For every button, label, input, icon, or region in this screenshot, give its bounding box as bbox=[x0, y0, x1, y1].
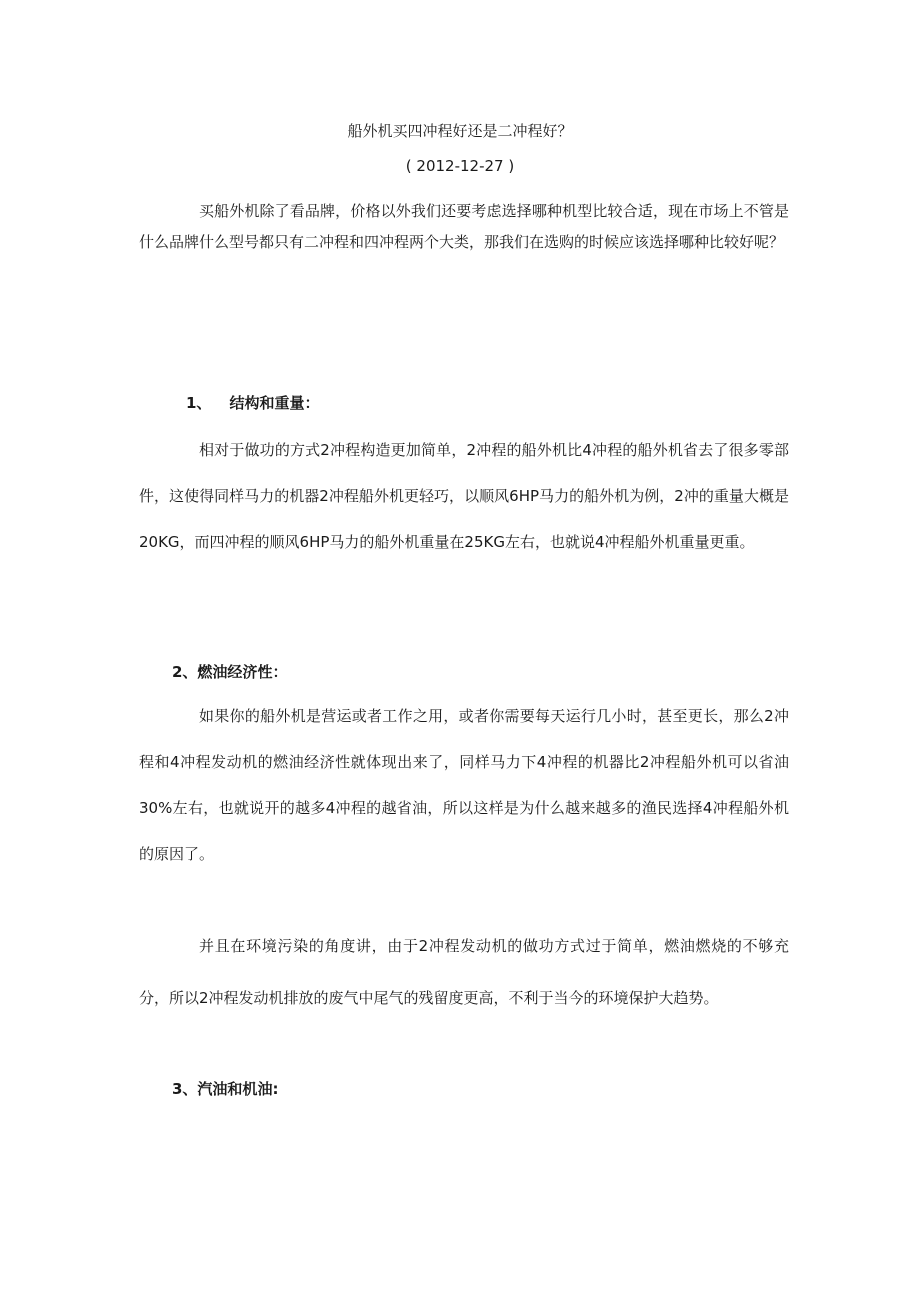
section-heading-text: 结构和重量： bbox=[229, 394, 320, 412]
document-title: 船外机买四冲程好还是二冲程好？ bbox=[347, 122, 573, 140]
section-heading-structure-weight bbox=[186, 392, 319, 414]
section-heading-fuel-economy: 2、燃油经济性： bbox=[172, 663, 288, 681]
structure-weight-paragraph: 相对于做功的方式2冲程构造更加简单，2冲程的船外机比4冲程的船外机省去了很多零部件，这使得同样马力的机器2冲程船外机更轻巧，以顺风6HP马力的船外机为例，2冲的重量大概是20KG，而四冲程的顺风6HP马力的船外机重量在25KG左右，也就说4冲程船外机重量更重。 bbox=[139, 441, 789, 551]
fuel-economy-paragraph: 如果你的船外机是营运或者工作之用，或者你需要每天运行几小时，甚至更长，那么2冲程和4冲程发动机的燃油经济性就体现出来了，同样马力下4冲程的机器比2冲程船外机可以省油30%左右，也就说开的越多4冲程的越省油，所以这样是为什么越来越多的渔民选择4冲程船外机的原因了。 bbox=[139, 707, 789, 863]
section-heading-gasoline-oil: 3、汽油和机油: bbox=[172, 1080, 279, 1098]
environment-paragraph: 并且在环境污染的角度讲，由于2冲程发动机的做功方式过于简单，燃油燃烧的不够充分，所以2冲程发动机排放的废气中尾气的残留度更高，不利于当今的环境保护大趋势。 bbox=[139, 937, 789, 1007]
document-date: ( 2012-12-27 ) bbox=[405, 157, 515, 175]
intro-paragraph: 买船外机除了看品牌，价格以外我们还要考虑选择哪种机型比较合适，现在市场上不管是什么品牌什么型号都只有二冲程和四冲程两个大类，那我们在选购的时候应该选择哪种比较好呢？ bbox=[139, 202, 789, 251]
section-number: 1、 bbox=[186, 394, 212, 412]
